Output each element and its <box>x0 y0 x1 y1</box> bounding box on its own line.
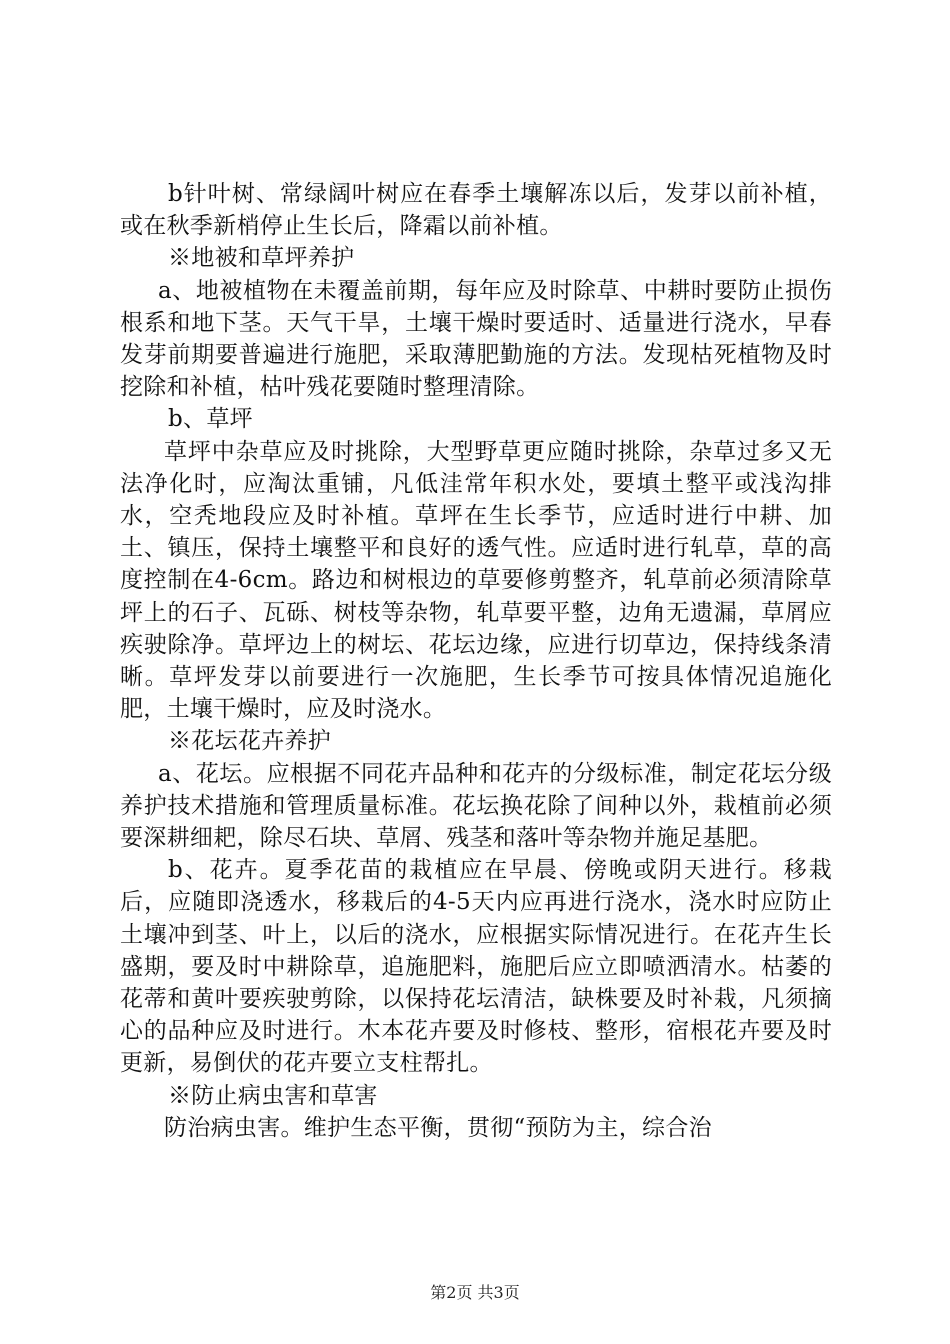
paragraph-flowers: b、花卉。夏季花苗的栽植应在早晨、傍晚或阴天进行。移栽后，应随即浇透水，移栽后的4-5天内应再进行浇水，浇水时应防止土壤冲到茎、叶上，以后的浇水，应根据实际情况进行。在花卉生长盛期，要及时中耕除草，追施肥料，施肥后应立即喷洒清水。枯萎的花蒂和黄叶要疾驶剪除，以保持花坛清洁，缺株要及时补栽，凡须摘心的品种应及时进行。木本花卉要及时修枝、整形，宿根花卉要及时更新，易倒伏的花卉要立支柱帮扎。 <box>120 857 832 1077</box>
heading-flowerbed: ※花坛花卉养护 <box>168 728 332 755</box>
paragraph-conifer-replanting: b针叶树、常绿阔叶树应在春季土壤解冻以后，发芽以前补植，或在秋季新梢停止生长后，降霜以前补植。 <box>120 181 832 240</box>
heading-lawn: b、草坪 <box>168 406 253 433</box>
paragraph-flowerbed: a、花坛。应根据不同花卉品种和花卉的分级标准，制定花坛分级养护技术措施和管理质量标准。花坛换花除了间种以外，栽植前必须要深耕细耙，除尽石块、草屑、残茎和落叶等杂物并施足基肥。 <box>120 760 832 852</box>
heading-pest-control: ※防止病虫害和草害 <box>168 1082 378 1109</box>
heading-groundcover-lawn: ※地被和草坪养护 <box>168 245 355 272</box>
page-number-footer: 第2页 共3页 <box>430 1283 520 1302</box>
paragraph-groundcover: a、地被植物在未覆盖前期，每年应及时除草、中耕时要防止损伤根系和地下茎。天气干旱，土壤干燥时要适时、适量进行浇水，早春发芽前期要普遍进行施肥，采取薄肥勤施的方法。发现枯死植物及时挖除和补植，枯叶残花要随时整理清除。 <box>120 277 832 401</box>
paragraph-lawn: 草坪中杂草应及时挑除，大型野草更应随时挑除，杂草过多又无法净化时，应淘汰重铺，凡低洼常年积水处，要填土整平或浅沟排水，空秃地段应及时补植。草坪在生长季节，应适时进行中耕、加土、镇压，保持土壤整平和良好的透气性。应适时进行轧草，草的高度控制在4-6cm。路边和树根边的草要修剪整齐，轧草前必须清除草坪上的石子、瓦砾、树枝等杂物，轧草要平整，边角无遗漏，草屑应疾驶除净。草坪边上的树坛、花坛边缘，应进行切草边，保持线条清晰。草坪发芽以前要进行一次施肥，生长季节可按具体情况追施化肥，土壤干燥时，应及时浇水。 <box>120 438 832 723</box>
paragraph-pest-control: 防治病虫害。维护生态平衡，贯彻“预防为主，综合治 <box>164 1114 712 1141</box>
document-body <box>120 178 832 1144</box>
